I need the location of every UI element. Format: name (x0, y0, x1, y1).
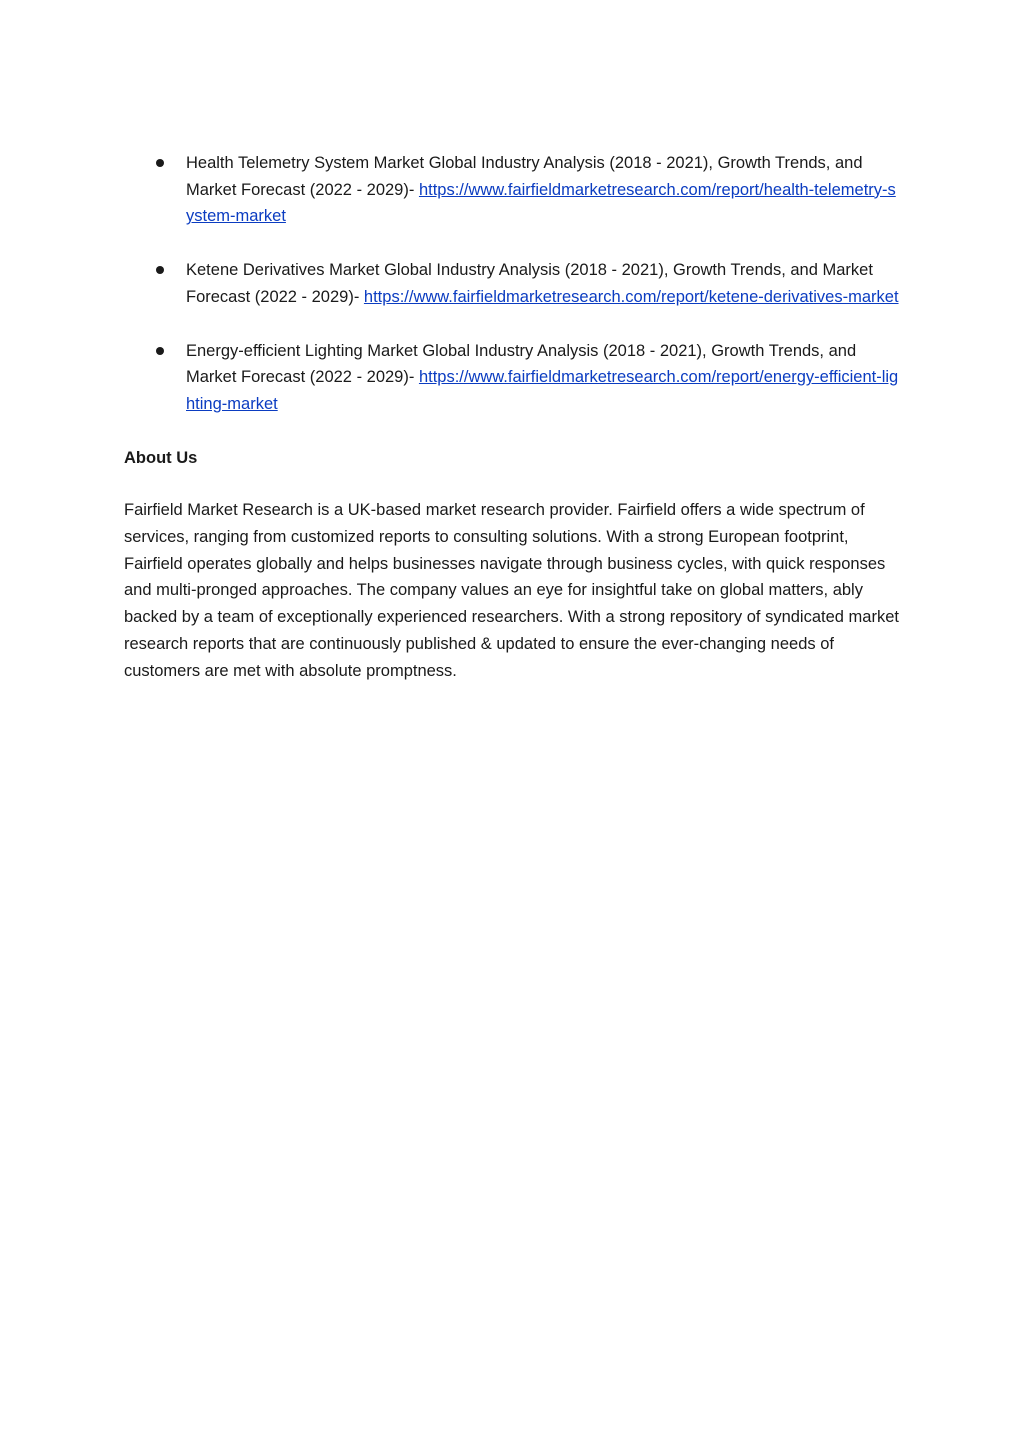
list-item (124, 150, 904, 230)
about-paragraph: Fairfield Market Research is a UK-based market research provider. Fairfield offers a wide spectrum of services, ranging from customized reports to consulting solutions. With a strong European footprint, Fairfield operates globally and helps businesses navigate through business cycles, with quick responses and multi-pronged approaches. The company values an eye for insightful take on global matters, ably backed by a team of exceptionally experienced researchers. With a strong repository of syndicated market research reports that are continuously published & updated to ensure the ever-changing needs of customers are met with absolute promptness. (124, 501, 899, 680)
report-list (124, 150, 904, 418)
bullet-icon (156, 266, 164, 274)
page-content (124, 150, 904, 684)
bullet-icon (156, 347, 164, 355)
report-title: Health Telemetry System Market Global Industry Analysis (2018 - 2021), Growth Trends, and Market Forecast (2022 - 2029)- (186, 154, 863, 199)
report-title: Energy-efficient Lighting Market Global Industry Analysis (2018 - 2021), Growth Trends, and Market Forecast (2022 - 2029)- (186, 341, 857, 387)
report-link[interactable]: https://www.fairfieldmarketresearch.com/report/ketene-derivatives-market (363, 287, 899, 306)
about-heading: About Us (124, 448, 198, 467)
list-item (124, 338, 904, 418)
bullet-icon (156, 159, 164, 167)
report-link[interactable]: https://www.fairfieldmarketresearch.com/report/energy-efficient-lighting-market (186, 368, 899, 413)
report-title: Ketene Derivatives Market Global Industry Analysis (2018 - 2021), Growth Trends, and Market Forecast (2022 - 2029)- (186, 261, 873, 306)
report-link[interactable]: https://www.fairfieldmarketresearch.com/report/health-telemetry-system-market (186, 180, 896, 226)
list-item (124, 257, 904, 310)
